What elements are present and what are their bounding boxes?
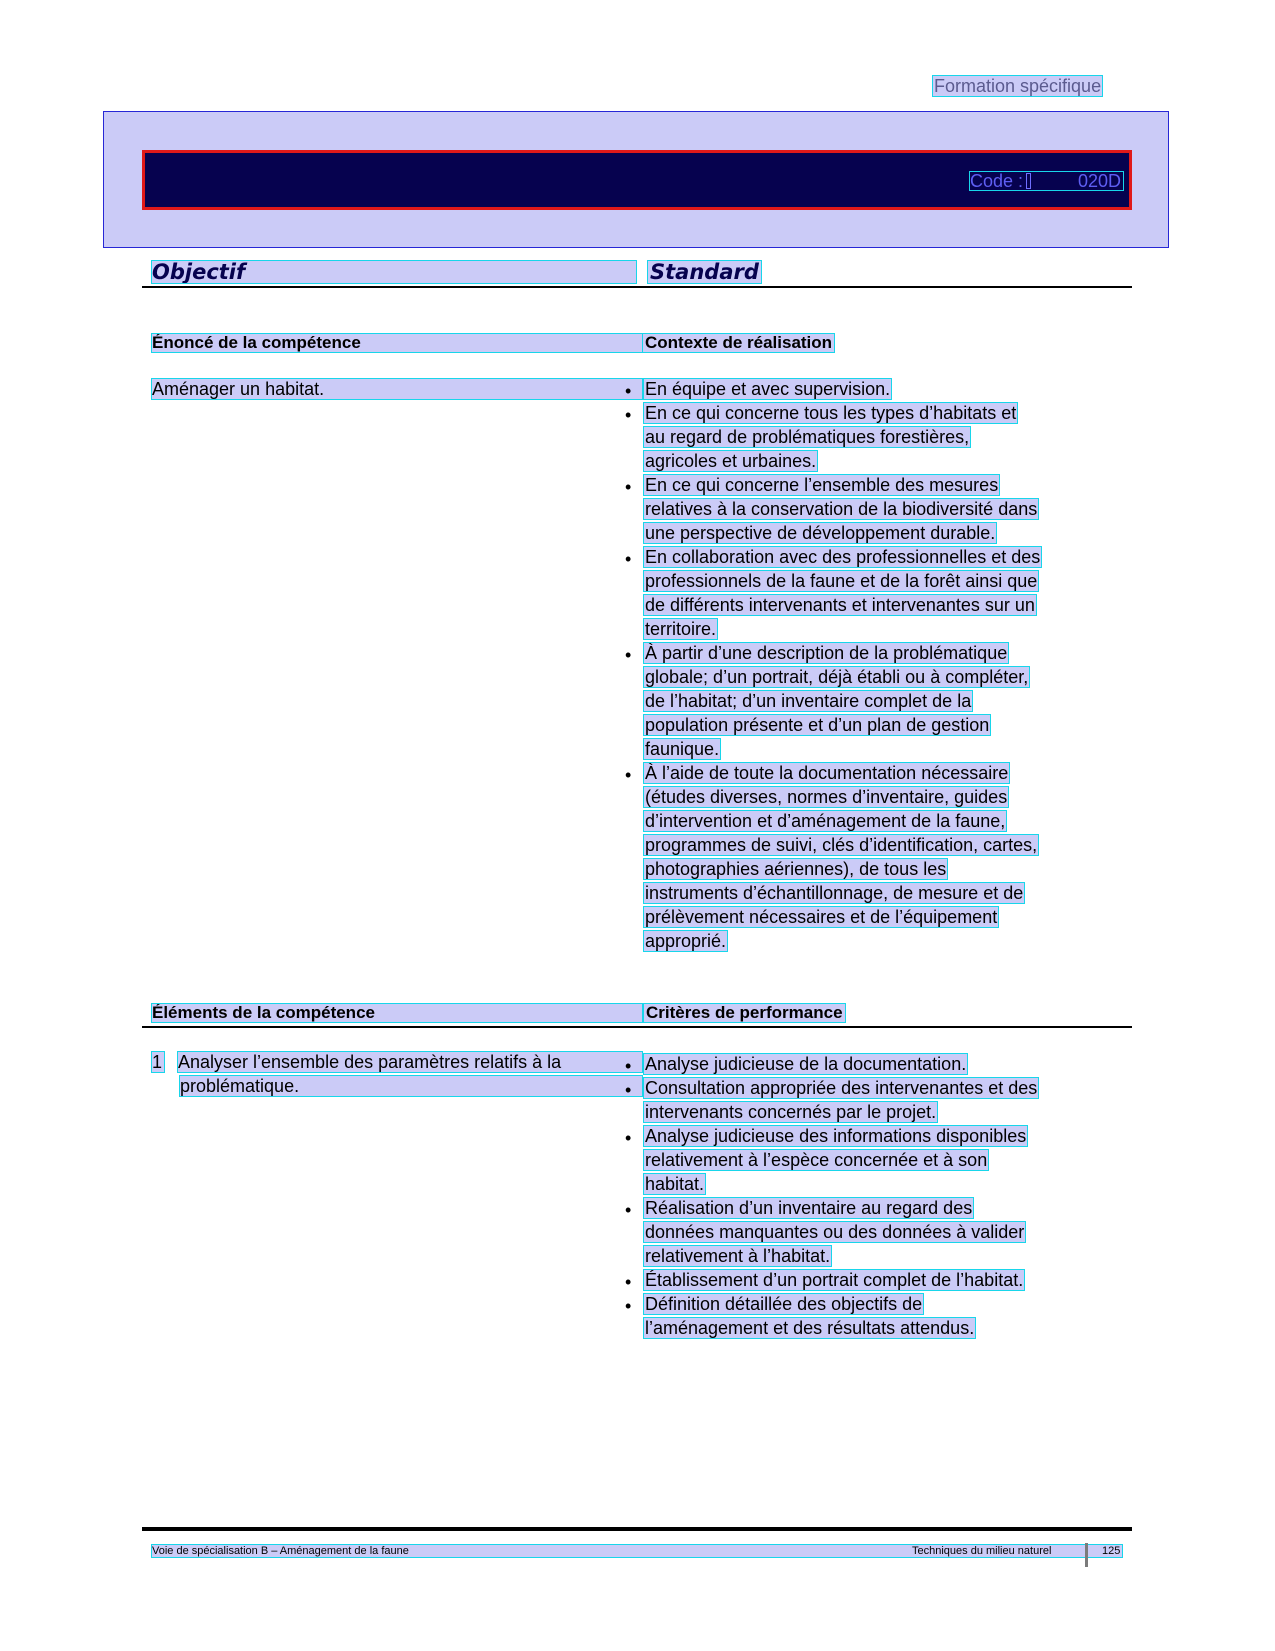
criteria-item-text: relativement à l’habitat.: [645, 1246, 831, 1266]
context-item-text: une perspective de développement durable.: [645, 523, 996, 543]
bullet-icon: •: [625, 1200, 632, 1220]
context-item-text: photographies aériennes), de tous les: [645, 859, 947, 879]
bullet-icon: •: [625, 1080, 632, 1100]
footer-rule: [142, 1527, 1132, 1531]
page-marker: [1085, 1543, 1088, 1567]
criteria-item: [625, 1078, 1124, 1122]
bullet-icon: •: [625, 405, 632, 425]
criteria-item-text: relativement à l’espèce concernée et à son: [645, 1150, 988, 1170]
elements-rule: [142, 1026, 1132, 1028]
header-rule: [142, 286, 1132, 288]
bullet-icon: •: [625, 645, 632, 665]
bullet-icon: •: [625, 1296, 632, 1316]
criteria-item-text: Consultation appropriée des intervenantes et des: [645, 1078, 1038, 1098]
context-item-text: relatives à la conservation de la biodiversité dans: [645, 499, 1038, 519]
context-item-text: faunique.: [645, 739, 720, 759]
code-label: Code :: [970, 171, 1024, 191]
bullet-icon: •: [625, 1272, 632, 1292]
bullet-icon: •: [625, 1056, 632, 1076]
bullet-icon: •: [625, 381, 632, 401]
context-item-text: globale; d’un portrait, déjà établi ou à compléter,: [645, 667, 1029, 687]
context-item-text: population présente et d’un plan de gestion: [645, 715, 990, 735]
statement-heading: Énoncé de la compétence: [152, 334, 642, 352]
context-item-text: En collaboration avec des professionnelles et des: [645, 547, 1041, 567]
criteria-item: [625, 1126, 1124, 1194]
context-item-text: À l’aide de toute la documentation nécessaire: [645, 763, 1009, 783]
criteria-item-text: habitat.: [645, 1174, 705, 1194]
context-item-text: au regard de problématiques forestières,: [645, 427, 970, 447]
code-field: [969, 171, 1124, 191]
context-item: [625, 475, 1124, 543]
element-line-1: Analyser l’ensemble des paramètres relatifs à la: [178, 1052, 642, 1072]
bullet-icon: •: [625, 477, 632, 497]
footer-left: Voie de spécialisation B – Aménagement de la faune: [152, 1545, 409, 1557]
context-list: [625, 379, 1124, 955]
standard-heading: Standard: [650, 260, 759, 284]
footer-bar: [152, 1545, 1122, 1557]
context-item-text: prélèvement nécessaires et de l’équipement: [645, 907, 998, 927]
context-item-text: de l’habitat; d’un inventaire complet de la: [645, 691, 972, 711]
context-item-text: (études diverses, normes d’inventaire, guides: [645, 787, 1008, 807]
context-item: [625, 763, 1124, 951]
bullet-icon: •: [625, 1128, 632, 1148]
element-1: [152, 1052, 642, 1096]
code-cursor: [1026, 173, 1031, 189]
criteria-item-text: Établissement d’un portrait complet de l’habitat.: [645, 1270, 1024, 1290]
section-label: Formation spécifique: [934, 76, 1102, 96]
criteria-item: [625, 1198, 1124, 1266]
competency-statement: Aménager un habitat.: [152, 379, 642, 399]
context-item-text: d’intervention et d’aménagement de la faune,: [645, 811, 1006, 831]
criteria-item: [625, 1054, 1124, 1076]
element-line-2: problématique.: [180, 1076, 642, 1096]
elements-heading: Éléments de la compétence: [152, 1004, 642, 1022]
context-item-text: En équipe et avec supervision.: [645, 379, 891, 399]
context-item-text: programmes de suivi, clés d’identification, cartes,: [645, 835, 1038, 855]
criteria-item-text: Analyse judicieuse de la documentation.: [645, 1054, 967, 1074]
context-item: [625, 547, 1124, 639]
bullet-icon: •: [625, 765, 632, 785]
context-item-text: À partir d’une description de la problématique: [645, 643, 1008, 663]
criteria-item-text: Réalisation d’un inventaire au regard des: [645, 1198, 973, 1218]
page-number: 125: [1102, 1545, 1121, 1557]
criteria-item: [625, 1294, 1124, 1338]
context-item-text: En ce qui concerne tous les types d’habitats et: [645, 403, 1017, 423]
criteria-item: [625, 1270, 1124, 1292]
context-item-text: professionnels de la faune et de la forêt ainsi que: [645, 571, 1038, 591]
context-item-text: de différents intervenants et intervenantes sur un: [645, 595, 1035, 615]
criteria-heading: Critères de performance: [646, 1003, 843, 1022]
context-item-text: En ce qui concerne l’ensemble des mesures: [645, 475, 999, 495]
context-item-text: agricoles et urbaines.: [645, 451, 817, 471]
context-item: [625, 379, 1124, 401]
footer-right: Techniques du milieu naturel: [912, 1545, 1052, 1557]
criteria-item-text: Définition détaillée des objectifs de: [645, 1294, 923, 1314]
context-item-text: territoire.: [645, 619, 717, 639]
context-item-text: instruments d’échantillonnage, de mesure et de: [645, 883, 1024, 903]
bullet-icon: •: [625, 549, 632, 569]
element-number: 1: [152, 1052, 163, 1072]
criteria-list: [625, 1054, 1124, 1342]
objective-heading: Objectif: [152, 261, 636, 283]
criteria-item-text: Analyse judicieuse des informations disponibles: [645, 1126, 1027, 1146]
context-item-text: approprié.: [645, 931, 727, 951]
criteria-item-text: intervenants concernés par le projet.: [645, 1102, 937, 1122]
code-value: 020D: [1077, 171, 1121, 191]
criteria-item-text: l’aménagement et des résultats attendus.: [645, 1318, 975, 1338]
context-item: [625, 643, 1124, 759]
context-item: [625, 403, 1124, 471]
criteria-item-text: données manquantes ou des données à valider: [645, 1222, 1025, 1242]
context-heading: Contexte de réalisation: [645, 333, 833, 352]
